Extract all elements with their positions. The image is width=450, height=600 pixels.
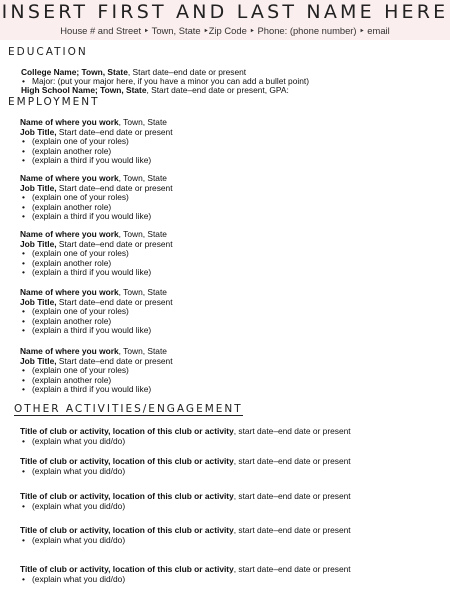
activity-title: Title of club or activity, location of this club or activity xyxy=(20,564,234,574)
contact-line: House # and Street ‣ Town, State ‣Zip Code ‣ Phone: (phone number) ‣ email xyxy=(60,25,390,36)
job-dates: Start date–end date or present xyxy=(56,182,173,193)
activities-heading: OTHER ACTIVITIES/ENGAGEMENT xyxy=(14,403,243,415)
activity-title: Title of club or activity, location of this club or activity xyxy=(20,491,234,501)
role-bullet: • (explain another role) xyxy=(22,259,111,268)
activity-dates: , start date–end date or present xyxy=(233,456,351,466)
activity-bullet: • (explain what you did/do) xyxy=(22,575,125,584)
role-bullet: • (explain one of your roles) xyxy=(22,193,129,202)
job-title: Job Title, xyxy=(20,355,57,366)
employment-heading: EMPLOYMENT xyxy=(8,96,100,108)
employer-location: , Town, State xyxy=(118,173,167,183)
activity-dates: , start date–end date or present xyxy=(233,564,351,574)
activity-dates: , start date–end date or present xyxy=(233,426,351,436)
highschool-line xyxy=(21,86,289,95)
activity-dates: , start date–end date or present xyxy=(233,491,351,501)
job-dates: Start date–end date or present xyxy=(56,238,173,249)
activity-bullet: • (explain what you did/do) xyxy=(22,437,125,446)
job-title: Job Title, xyxy=(20,126,57,137)
activity-title: Title of club or activity, location of this club or activity xyxy=(20,525,234,535)
job-dates: Start date–end date or present xyxy=(56,355,173,366)
activity-title-line xyxy=(20,492,351,501)
role-bullet: • (explain one of your roles) xyxy=(22,366,129,375)
activity-title-line xyxy=(20,526,351,535)
role-bullet: • (explain one of your roles) xyxy=(22,249,129,258)
highschool-dates: , Start date–end date or present, GPA: xyxy=(146,85,289,95)
employer-name: Name of where you work xyxy=(20,117,119,127)
employer-location: , Town, State xyxy=(118,117,167,127)
role-bullet: • (explain a third if you would like) xyxy=(22,268,151,277)
employer-location: , Town, State xyxy=(118,229,167,239)
activity-dates: , start date–end date or present xyxy=(233,525,351,535)
activity-bullet: • (explain what you did/do) xyxy=(22,502,125,511)
job-title: Job Title, xyxy=(20,238,57,249)
activity-title-line xyxy=(20,457,351,466)
resume-name: INSERT FIRST AND LAST NAME HERE xyxy=(1,1,449,23)
major-bullet: • Major: (put your major here, if you have a minor you can add a bullet point) xyxy=(22,77,309,86)
job-dates: Start date–end date or present xyxy=(56,296,173,307)
employer-location: , Town, State xyxy=(118,346,167,356)
activity-title-line xyxy=(20,427,351,436)
activity-title: Title of club or activity, location of this club or activity xyxy=(20,456,234,466)
college-dates: , Start date–end date or present xyxy=(127,67,247,77)
highschool-name: High School Name; Town, State xyxy=(21,85,147,95)
employer-name: Name of where you work xyxy=(20,229,119,239)
role-bullet: • (explain another role) xyxy=(22,147,111,156)
employer-name: Name of where you work xyxy=(20,346,119,356)
college-name: College Name; Town, State xyxy=(21,67,128,77)
role-bullet: • (explain a third if you would like) xyxy=(22,212,151,221)
activity-bullet: • (explain what you did/do) xyxy=(22,467,125,476)
role-bullet: • (explain another role) xyxy=(22,317,111,326)
employer-name: Name of where you work xyxy=(20,173,119,183)
role-bullet: • (explain a third if you would like) xyxy=(22,385,151,394)
employer-name: Name of where you work xyxy=(20,287,119,297)
role-bullet: • (explain a third if you would like) xyxy=(22,326,151,335)
employer-location: , Town, State xyxy=(118,287,167,297)
role-bullet: • (explain one of your roles) xyxy=(22,307,129,316)
job-title: Job Title, xyxy=(20,182,57,193)
job-title: Job Title, xyxy=(20,296,57,307)
activity-title: Title of club or activity, location of this club or activity xyxy=(20,426,234,436)
activity-bullet: • (explain what you did/do) xyxy=(22,536,125,545)
role-bullet: • (explain another role) xyxy=(22,203,111,212)
role-bullet: • (explain another role) xyxy=(22,376,111,385)
role-bullet: • (explain one of your roles) xyxy=(22,137,129,146)
job-dates: Start date–end date or present xyxy=(56,126,173,137)
education-heading: EDUCATION xyxy=(8,46,88,58)
activity-title-line xyxy=(20,565,351,574)
role-bullet: • (explain a third if you would like) xyxy=(22,156,151,165)
